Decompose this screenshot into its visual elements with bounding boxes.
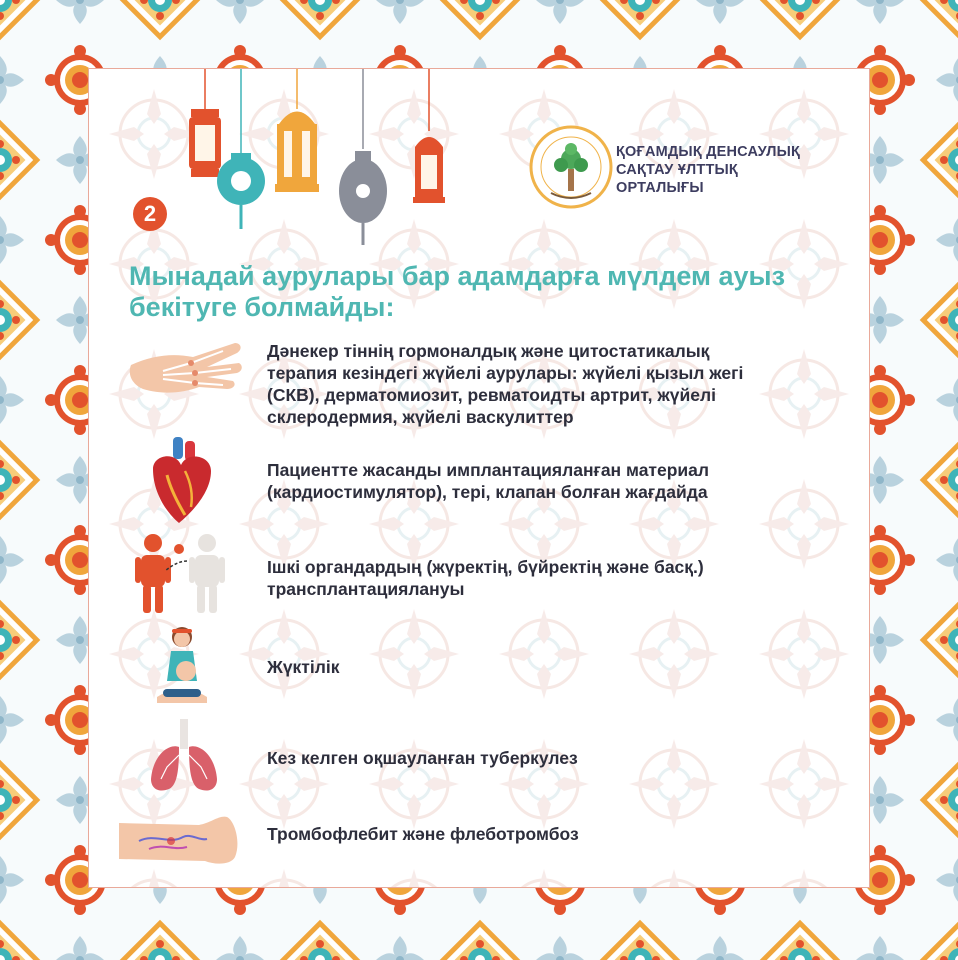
list-item-line: (СКВ), дерматомиозит, ревматоидты артрит, жүйелі	[267, 385, 716, 405]
step-number-badge: 2	[133, 197, 167, 231]
pregnant-woman-icon	[153, 625, 211, 707]
organization-name-line: ОРТАЛЫҒЫ	[616, 180, 704, 196]
list-item-line: Пациентте жасанды имплантацияланған материал	[267, 460, 710, 480]
list-item-text	[267, 747, 847, 769]
list-item-line: Кез келген оқшауланған туберкулез	[267, 748, 578, 768]
list-item-line: склеродермия, жүйелі васкулиттер	[267, 407, 574, 427]
list-item-text	[267, 556, 847, 600]
organ-transplant-icon	[125, 531, 237, 615]
lantern-teal-icon	[217, 153, 265, 229]
lantern-gray-icon	[339, 151, 387, 245]
content-panel	[88, 68, 870, 888]
list-item-line: Ішкі органдардың (жүректің, бүйректің және басқ.)	[267, 557, 704, 577]
list-item-text	[267, 656, 847, 678]
lantern-red-small-icon	[413, 137, 445, 203]
list-item-line: Тромбофлебит және флеботромбоз	[267, 824, 579, 844]
list-item-text	[267, 340, 847, 428]
lanterns-decoration	[179, 69, 459, 249]
list-item-line: Дәнекер тіннің гормоналдық және цитостатикалық	[267, 341, 710, 361]
list-item-text	[267, 459, 847, 503]
organization-name-line: САҚТАУ ҰЛТТЫҚ	[616, 162, 738, 178]
organization-name	[616, 143, 856, 197]
page-title	[129, 261, 849, 323]
list-item-line: трансплантациялануы	[267, 579, 465, 599]
page-title-line: Мынадай аурулары бар адамдарға мүлдем ауыз	[129, 261, 785, 291]
list-item-line: (кардиостимулятор), тері, клапан болған жағдайда	[267, 482, 708, 502]
hand-joints-icon	[123, 331, 245, 401]
organization-logo	[527, 123, 615, 211]
list-item-line: Жүктілік	[267, 657, 340, 677]
page-title-line: бекітуге болмайды:	[129, 292, 395, 322]
list-item-line: терапия кезіндегі жүйелі аурулары: жүйелі қызыл жегі	[267, 363, 744, 383]
organization-name-line: ҚОҒАМДЫҚ ДЕНСАУЛЫҚ	[616, 144, 801, 160]
list-item-text	[267, 823, 847, 845]
heart-icon	[145, 435, 219, 527]
lungs-icon	[145, 719, 223, 797]
lantern-orange-icon	[275, 112, 319, 193]
leg-veins-icon	[119, 813, 243, 869]
lantern-red-icon	[189, 109, 221, 177]
